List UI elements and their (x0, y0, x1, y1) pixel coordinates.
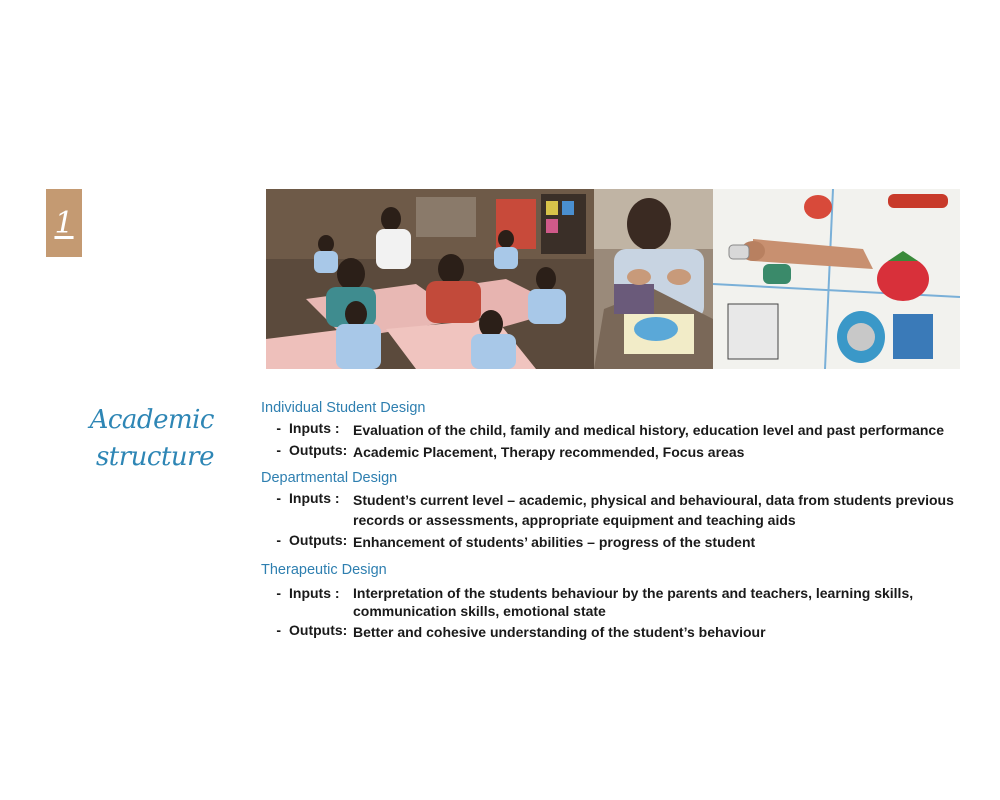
item-text: Better and cohesive understanding of the student’s behaviour (353, 624, 766, 640)
list-item (261, 584, 961, 620)
bullet-dash: - (276, 420, 281, 436)
item-label: Outputs: (289, 532, 348, 548)
classroom-photo (266, 189, 594, 369)
list-item (261, 622, 961, 642)
item-label: Outputs: (289, 622, 348, 638)
list-item (261, 532, 961, 552)
item-label: Outputs: (289, 442, 348, 458)
food-chart-photo (713, 189, 960, 369)
item-text: Enhancement of students’ abilities – progress of the student (353, 534, 756, 550)
puzzle-photo (594, 189, 713, 369)
section-title: Departmental Design (261, 470, 398, 486)
section-therapeutic-design (261, 562, 961, 642)
bullet-dash: - (276, 622, 281, 638)
section-title: Individual Student Design (261, 400, 426, 416)
bullet-dash: - (276, 585, 281, 601)
bullet-dash: - (276, 490, 281, 506)
item-label: Inputs : (289, 420, 340, 436)
photo-strip (266, 189, 960, 369)
item-label: Inputs : (289, 490, 340, 506)
bullet-dash: - (276, 442, 281, 458)
list-item (261, 420, 961, 440)
bullet-dash: - (276, 532, 281, 548)
item-text: Interpretation of the students behaviour by the parents and teachers, learning skills, communication skills, emotional state (353, 585, 914, 619)
item-text: Evaluation of the child, family and medical history, education level and past performance (353, 422, 944, 438)
design-sections (261, 400, 961, 642)
section-departmental-design (261, 470, 961, 552)
list-item (261, 490, 961, 530)
item-text: Academic Placement, Therapy recommended, Focus areas (353, 444, 745, 460)
side-title-line2: structure (95, 442, 214, 472)
section-title: Therapeutic Design (261, 562, 387, 578)
side-title-line1: Academic (89, 405, 214, 435)
page-number-badge (46, 189, 82, 257)
item-text: Student’s current level – academic, physical and behavioural, data from students previous records or assessments, appropriate equipment and teaching aids (353, 492, 954, 528)
page-number: 1 (54, 205, 74, 241)
side-title (80, 402, 214, 476)
list-item (261, 442, 961, 462)
item-label: Inputs : (289, 585, 340, 601)
section-individual-student-design (261, 400, 961, 462)
